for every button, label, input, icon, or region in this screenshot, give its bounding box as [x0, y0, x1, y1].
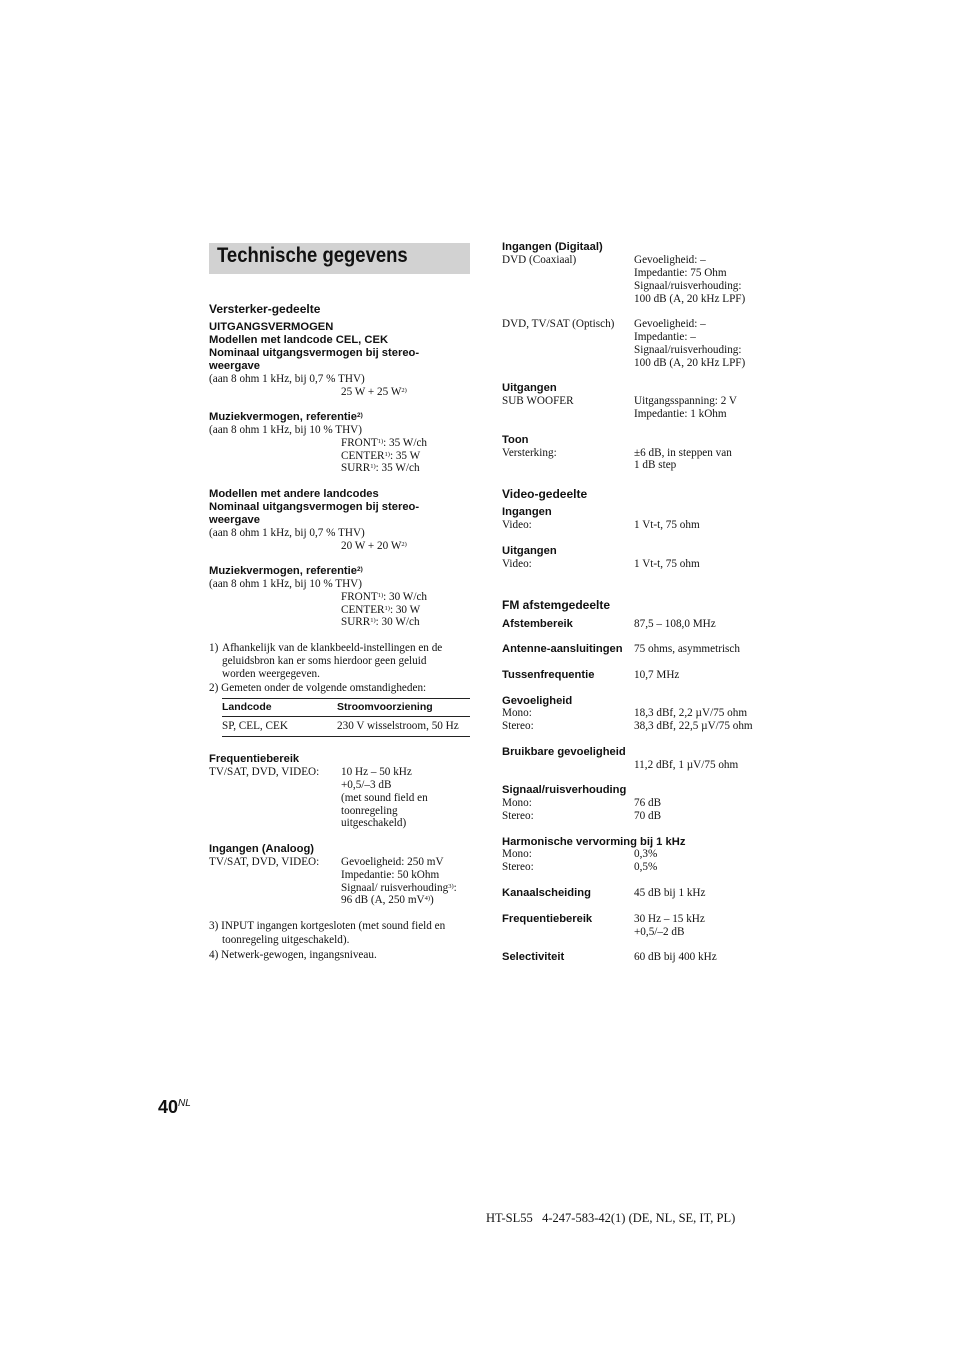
fm-antenna-value: 75 ohms, asymmetrisch: [634, 643, 740, 655]
section-fm: FM afstemgedeelte: [502, 598, 611, 612]
fm-antenna-label: Antenne-aansluitingen: [502, 643, 623, 655]
section-amplifier: Versterker-gedeelte: [209, 302, 321, 316]
fm-frequency-value-1: 30 Hz – 15 kHz: [634, 913, 705, 925]
freq-value-1: 10 Hz – 50 kHz: [341, 766, 412, 778]
heading-models-other: Modellen met andere landcodes: [209, 488, 379, 500]
heading-outputs: Uitgangen: [502, 382, 557, 394]
separation-value: 45 dB bij 1 kHz: [634, 887, 706, 899]
footnote-1-line-b: geluidsbron kan er soms hierdoor geen geluid: [222, 655, 427, 667]
fm-range-label: Afstembereik: [502, 618, 573, 630]
video-out-value: 1 Vt-t, 75 ohm: [634, 558, 700, 570]
snr-stereo-value: 70 dB: [634, 810, 662, 822]
sens-mono-label: Mono:: [502, 707, 532, 719]
table-cell-power: 230 V wisselstroom, 50 Hz: [337, 720, 459, 732]
heading-sensitivity: Gevoeligheid: [502, 695, 573, 707]
heading-output-power: UITGANGSVERMOGEN: [209, 321, 334, 333]
condition-2: (aan 8 ohm 1 kHz, bij 10 % THV): [209, 424, 362, 436]
table-cell-country: SP, CEL, CEK: [222, 720, 288, 732]
video-out-label: Video:: [502, 558, 532, 570]
heading-thd: Harmonische vervorming bij 1 kHz: [502, 836, 686, 848]
usable-value: 11,2 dBf, 1 µV/75 ohm: [634, 759, 739, 771]
freq-label: TV/SAT, DVD, VIDEO:: [209, 766, 320, 778]
analog-label: TV/SAT, DVD, VIDEO:: [209, 856, 320, 868]
heading-analog-inputs: Ingangen (Analoog): [209, 843, 315, 855]
page-lang: NL: [178, 1098, 191, 1109]
fm-frequency-value-2: +0,5/–2 dB: [634, 926, 685, 938]
fm-if-label: Tussenfrequentie: [502, 669, 595, 681]
footnote-1-line-a: Afhankelijk van de klankbeeld-instellingen en de: [222, 642, 443, 654]
tone-value-2: 1 dB step: [634, 459, 677, 471]
surr-2: SURR$^{1)}$: 30 W/ch: [341, 616, 420, 628]
heading-nominal-2b: weergave: [209, 514, 260, 526]
optical-value-3: Signaal/ruisverhouding:: [634, 344, 742, 356]
subwoofer-value-2: Impedantie: 1 kOhm: [634, 408, 727, 420]
freq-value-5: uitgeschakeld): [341, 817, 407, 829]
sens-mono-value: 18,3 dBf, 2,2 µV/75 ohm: [634, 707, 748, 719]
footnote-3-line-b: toonregeling uitgeschakeld).: [222, 934, 350, 946]
footnote-1-line-c: worden weergegeven.: [222, 668, 320, 680]
analog-value-1: Gevoeligheid: 250 mV: [341, 856, 444, 868]
freq-value-4: toonregeling: [341, 805, 398, 817]
heading-tone: Toon: [502, 434, 529, 446]
thd-stereo-label: Stereo:: [502, 861, 534, 873]
front-2: FRONT$^{1)}$: 30 W/ch: [341, 591, 428, 603]
separation-label: Kanaalscheiding: [502, 887, 591, 899]
surr-1: SURR$^{1)}$: 35 W/ch: [341, 462, 420, 474]
heading-video-inputs: Ingangen: [502, 506, 552, 518]
heading-usable-sensitivity: Bruikbare gevoeligheid: [502, 746, 626, 758]
thd-mono-label: Mono:: [502, 848, 532, 860]
analog-value-2: Impedantie: 50 kOhm: [341, 869, 440, 881]
heading-music-power-2: Muziekvermogen, referentie$^{2)}$: [209, 565, 363, 577]
condition-1: (aan 8 ohm 1 kHz, bij 0,7 % THV): [209, 373, 365, 385]
fm-if-value: 10,7 MHz: [634, 669, 680, 681]
heading-nominal-1b: weergave: [209, 360, 260, 372]
section-video: Video-gedeelte: [502, 487, 588, 501]
heading-digital-inputs: Ingangen (Digitaal): [502, 241, 603, 253]
heading-video-outputs: Uitgangen: [502, 545, 557, 557]
sens-stereo-value: 38,3 dBf, 22,5 µV/75 ohm: [634, 720, 753, 732]
snr-mono-value: 76 dB: [634, 797, 662, 809]
optical-value-2: Impedantie: –: [634, 331, 696, 343]
heading-models-cel: Modellen met landcode CEL, CEK: [209, 334, 389, 346]
footer-model-code: HT-SL55 4-247-583-42(1) (DE, NL, SE, IT, PL): [486, 1211, 736, 1225]
center-1: CENTER$^{1)}$: 35 W: [341, 450, 421, 462]
heading-nominal-1a: Nominaal uitgangsvermogen bij stereo-: [209, 347, 420, 359]
optical-label: DVD, TV/SAT (Optisch): [502, 318, 615, 330]
thd-stereo-value: 0,5%: [634, 861, 658, 873]
heading-frequency: Frequentiebereik: [209, 753, 300, 765]
fm-range-value: 87,5 – 108,0 MHz: [634, 618, 716, 630]
heading-text: Muziekvermogen, referentie: [209, 411, 357, 423]
snr-mono-label: Mono:: [502, 797, 532, 809]
page-number: [158, 1097, 191, 1118]
video-in-value: 1 Vt-t, 75 ohm: [634, 519, 700, 531]
dvd-coax-label: DVD (Coaxiaal): [502, 254, 577, 266]
footnote-1-num: 1): [209, 642, 219, 654]
snr-stereo-label: Stereo:: [502, 810, 534, 822]
video-in-label: Video:: [502, 519, 532, 531]
value-text: 25 W + 25 W: [341, 386, 402, 398]
heading-nominal-2a: Nominaal uitgangsvermogen bij stereo-: [209, 501, 420, 513]
freq-value-3: (met sound field en: [341, 792, 428, 804]
optical-value-1: Gevoeligheid: –: [634, 318, 706, 330]
subwoofer-value-1: Uitgangsspanning: 2 V: [634, 395, 737, 407]
front-1: FRONT$^{1)}$: 35 W/ch: [341, 437, 428, 449]
footnote-4: 4) Netwerk-gewogen, ingangsniveau.: [209, 949, 377, 961]
freq-value-2: +0,5/–3 dB: [341, 779, 392, 791]
footnote-3-line-a: 3) INPUT ingangen kortgesloten (met sound field en: [209, 920, 446, 932]
table-header-country: Landcode: [222, 701, 272, 713]
analog-value-3: Signaal/ ruisverhouding$^{3)}$:: [341, 882, 457, 894]
page-title: Technische gegevens: [217, 244, 408, 267]
tone-value-1: ±6 dB, in steppen van: [634, 447, 732, 459]
page-number-value: 40: [158, 1097, 179, 1117]
dvd-coax-value-1: Gevoeligheid: –: [634, 254, 706, 266]
heading-music-power-1: [209, 411, 363, 424]
fm-frequency-label: Frequentiebereik: [502, 913, 593, 925]
table-mid-rule: [222, 716, 470, 717]
selectivity-value: 60 dB bij 400 kHz: [634, 951, 717, 963]
subwoofer-label: SUB WOOFER: [502, 395, 574, 407]
selectivity-label: Selectiviteit: [502, 951, 565, 963]
dvd-coax-value-4: 100 dB (A, 20 kHz LPF): [634, 293, 746, 305]
footnote-ref: 2): [401, 387, 407, 394]
heading-snr: Signaal/ruisverhouding: [502, 784, 627, 796]
dvd-coax-value-2: Impedantie: 75 Ohm: [634, 267, 727, 279]
thd-mono-value: 0,3%: [634, 848, 658, 860]
footnote-ref: 2): [356, 412, 363, 419]
tone-label: Versterking:: [502, 447, 557, 459]
condition-4: (aan 8 ohm 1 kHz, bij 10 % THV): [209, 578, 362, 590]
dvd-coax-value-3: Signaal/ruisverhouding:: [634, 280, 742, 292]
value-nominal-1: [341, 386, 407, 399]
table-bottom-rule: [222, 736, 470, 737]
center-2: CENTER$^{1)}$: 30 W: [341, 604, 421, 616]
condition-3: (aan 8 ohm 1 kHz, bij 0,7 % THV): [209, 527, 365, 539]
footnote-2: 2) Gemeten onder de volgende omstandigheden:: [209, 682, 427, 694]
optical-value-4: 100 dB (A, 20 kHz LPF): [634, 357, 746, 369]
analog-value-4: 96 dB (A, 250 $mV^{4)}$): [341, 894, 434, 906]
sens-stereo-label: Stereo:: [502, 720, 534, 732]
value-nominal-2: 20 W + 20 $W^{2)}$: [341, 540, 407, 552]
table-top-rule: [222, 698, 470, 699]
table-header-power: Stroomvoorziening: [337, 701, 433, 713]
